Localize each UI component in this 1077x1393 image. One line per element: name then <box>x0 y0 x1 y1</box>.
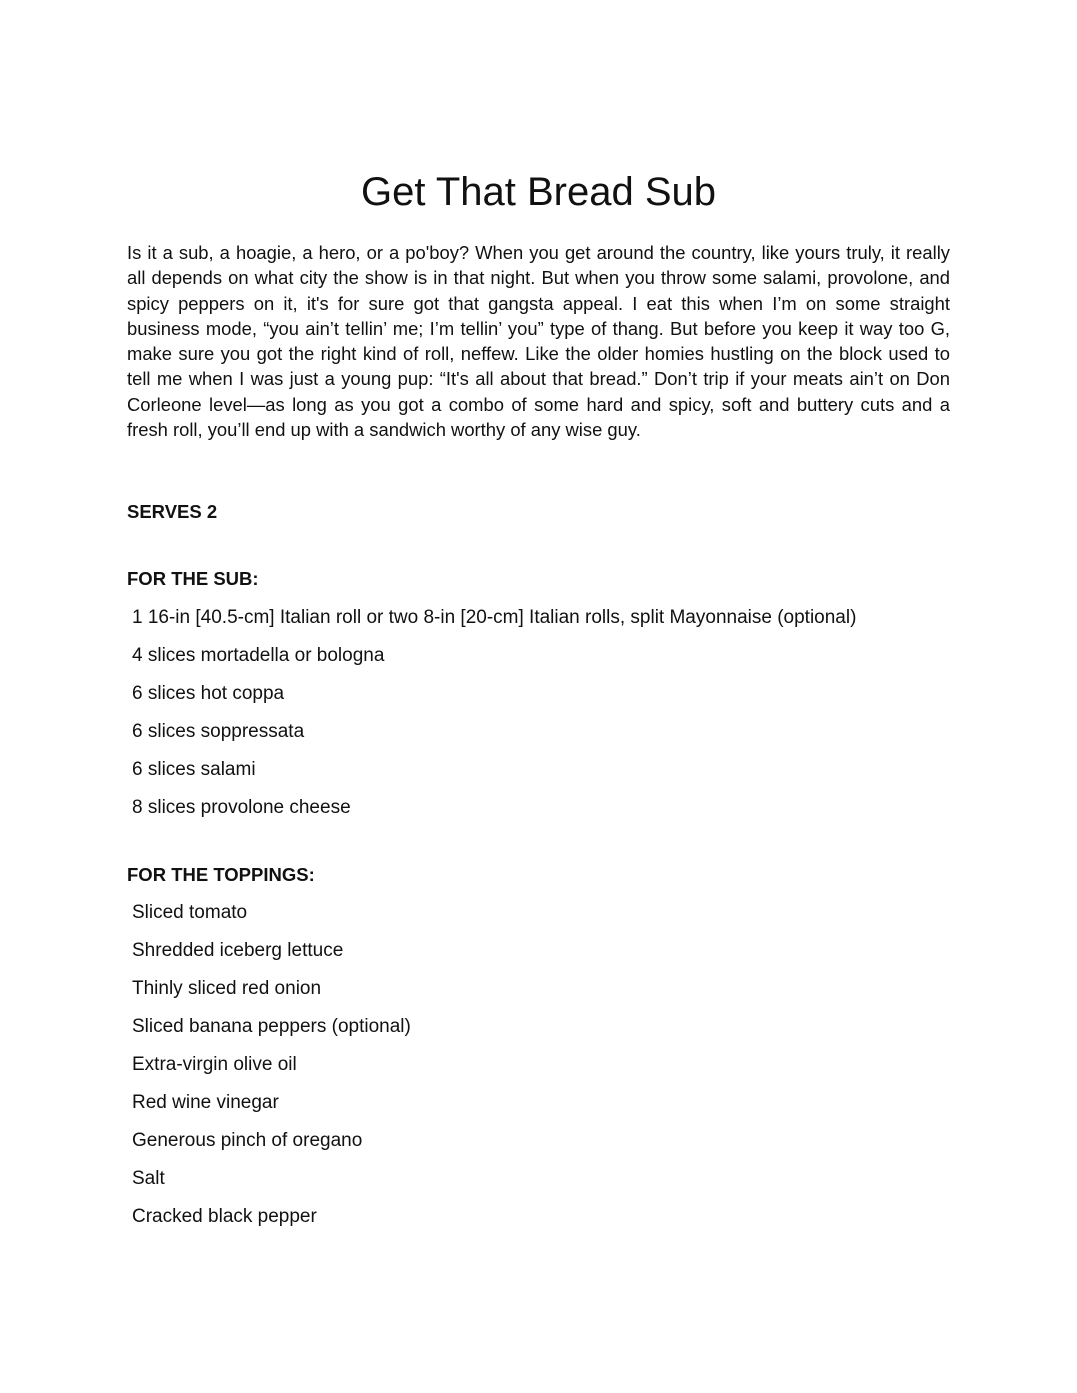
ingredient-list-sub <box>132 605 856 833</box>
ingredient-item: Cracked black pepper <box>132 1206 317 1227</box>
ingredient-item: 4 slices mortadella or bologna <box>132 645 385 666</box>
ingredient-item: Generous pinch of oregano <box>132 1130 363 1151</box>
ingredient-item: Red wine vinegar <box>132 1092 279 1113</box>
ingredient-item: Thinly sliced red onion <box>132 978 322 999</box>
ingredient-item: Extra-virgin olive oil <box>132 1054 297 1075</box>
ingredient-item: 6 slices hot coppa <box>132 683 285 704</box>
ingredient-item: 6 slices salami <box>132 759 256 780</box>
recipe-title: Get That Bread Sub <box>360 170 717 214</box>
ingredient-item: Salt <box>132 1168 165 1189</box>
section-heading-sub: FOR THE SUB: <box>127 568 259 589</box>
ingredient-list-toppings <box>132 900 411 1242</box>
ingredient-item: 1 16-in [40.5-cm] Italian roll or two 8-in [20-cm] Italian rolls, split Mayonnaise (optional) <box>132 607 857 628</box>
ingredient-item: Shredded iceberg lettuce <box>132 940 344 961</box>
ingredient-item: 6 slices soppressata <box>132 721 305 742</box>
section-heading-toppings: FOR THE TOPPINGS: <box>127 864 315 885</box>
ingredient-item: 8 slices provolone cheese <box>132 797 351 818</box>
recipe-intro: Is it a sub, a hoagie, a hero, or a po'boy? When you get around the country, like yours truly, it really all depends on what city the show is in that night. But when you throw some salami, provolone, and spicy peppers on it, it's for sure got that gangsta appeal. I eat this when I’m on some straight business mode, “you ain’t tellin’ me; I’m tellin’ you” type of thang. But before you keep it way too G, make sure you got the right kind of roll, neffew. Like the older homies hustling on the block used to tell me when I was just a young pup: “It's all about that bread.” Don’t trip if your meats ain’t on Don Corleone level—as long as you got a combo of some hard and spicy, soft and buttery cuts and a fresh roll, you’ll end up with a sandwich worthy of any wise guy. <box>127 242 950 441</box>
ingredient-item: Sliced tomato <box>132 902 248 923</box>
serves-label: SERVES 2 <box>127 501 218 522</box>
ingredient-item: Sliced banana peppers (optional) <box>132 1016 411 1037</box>
